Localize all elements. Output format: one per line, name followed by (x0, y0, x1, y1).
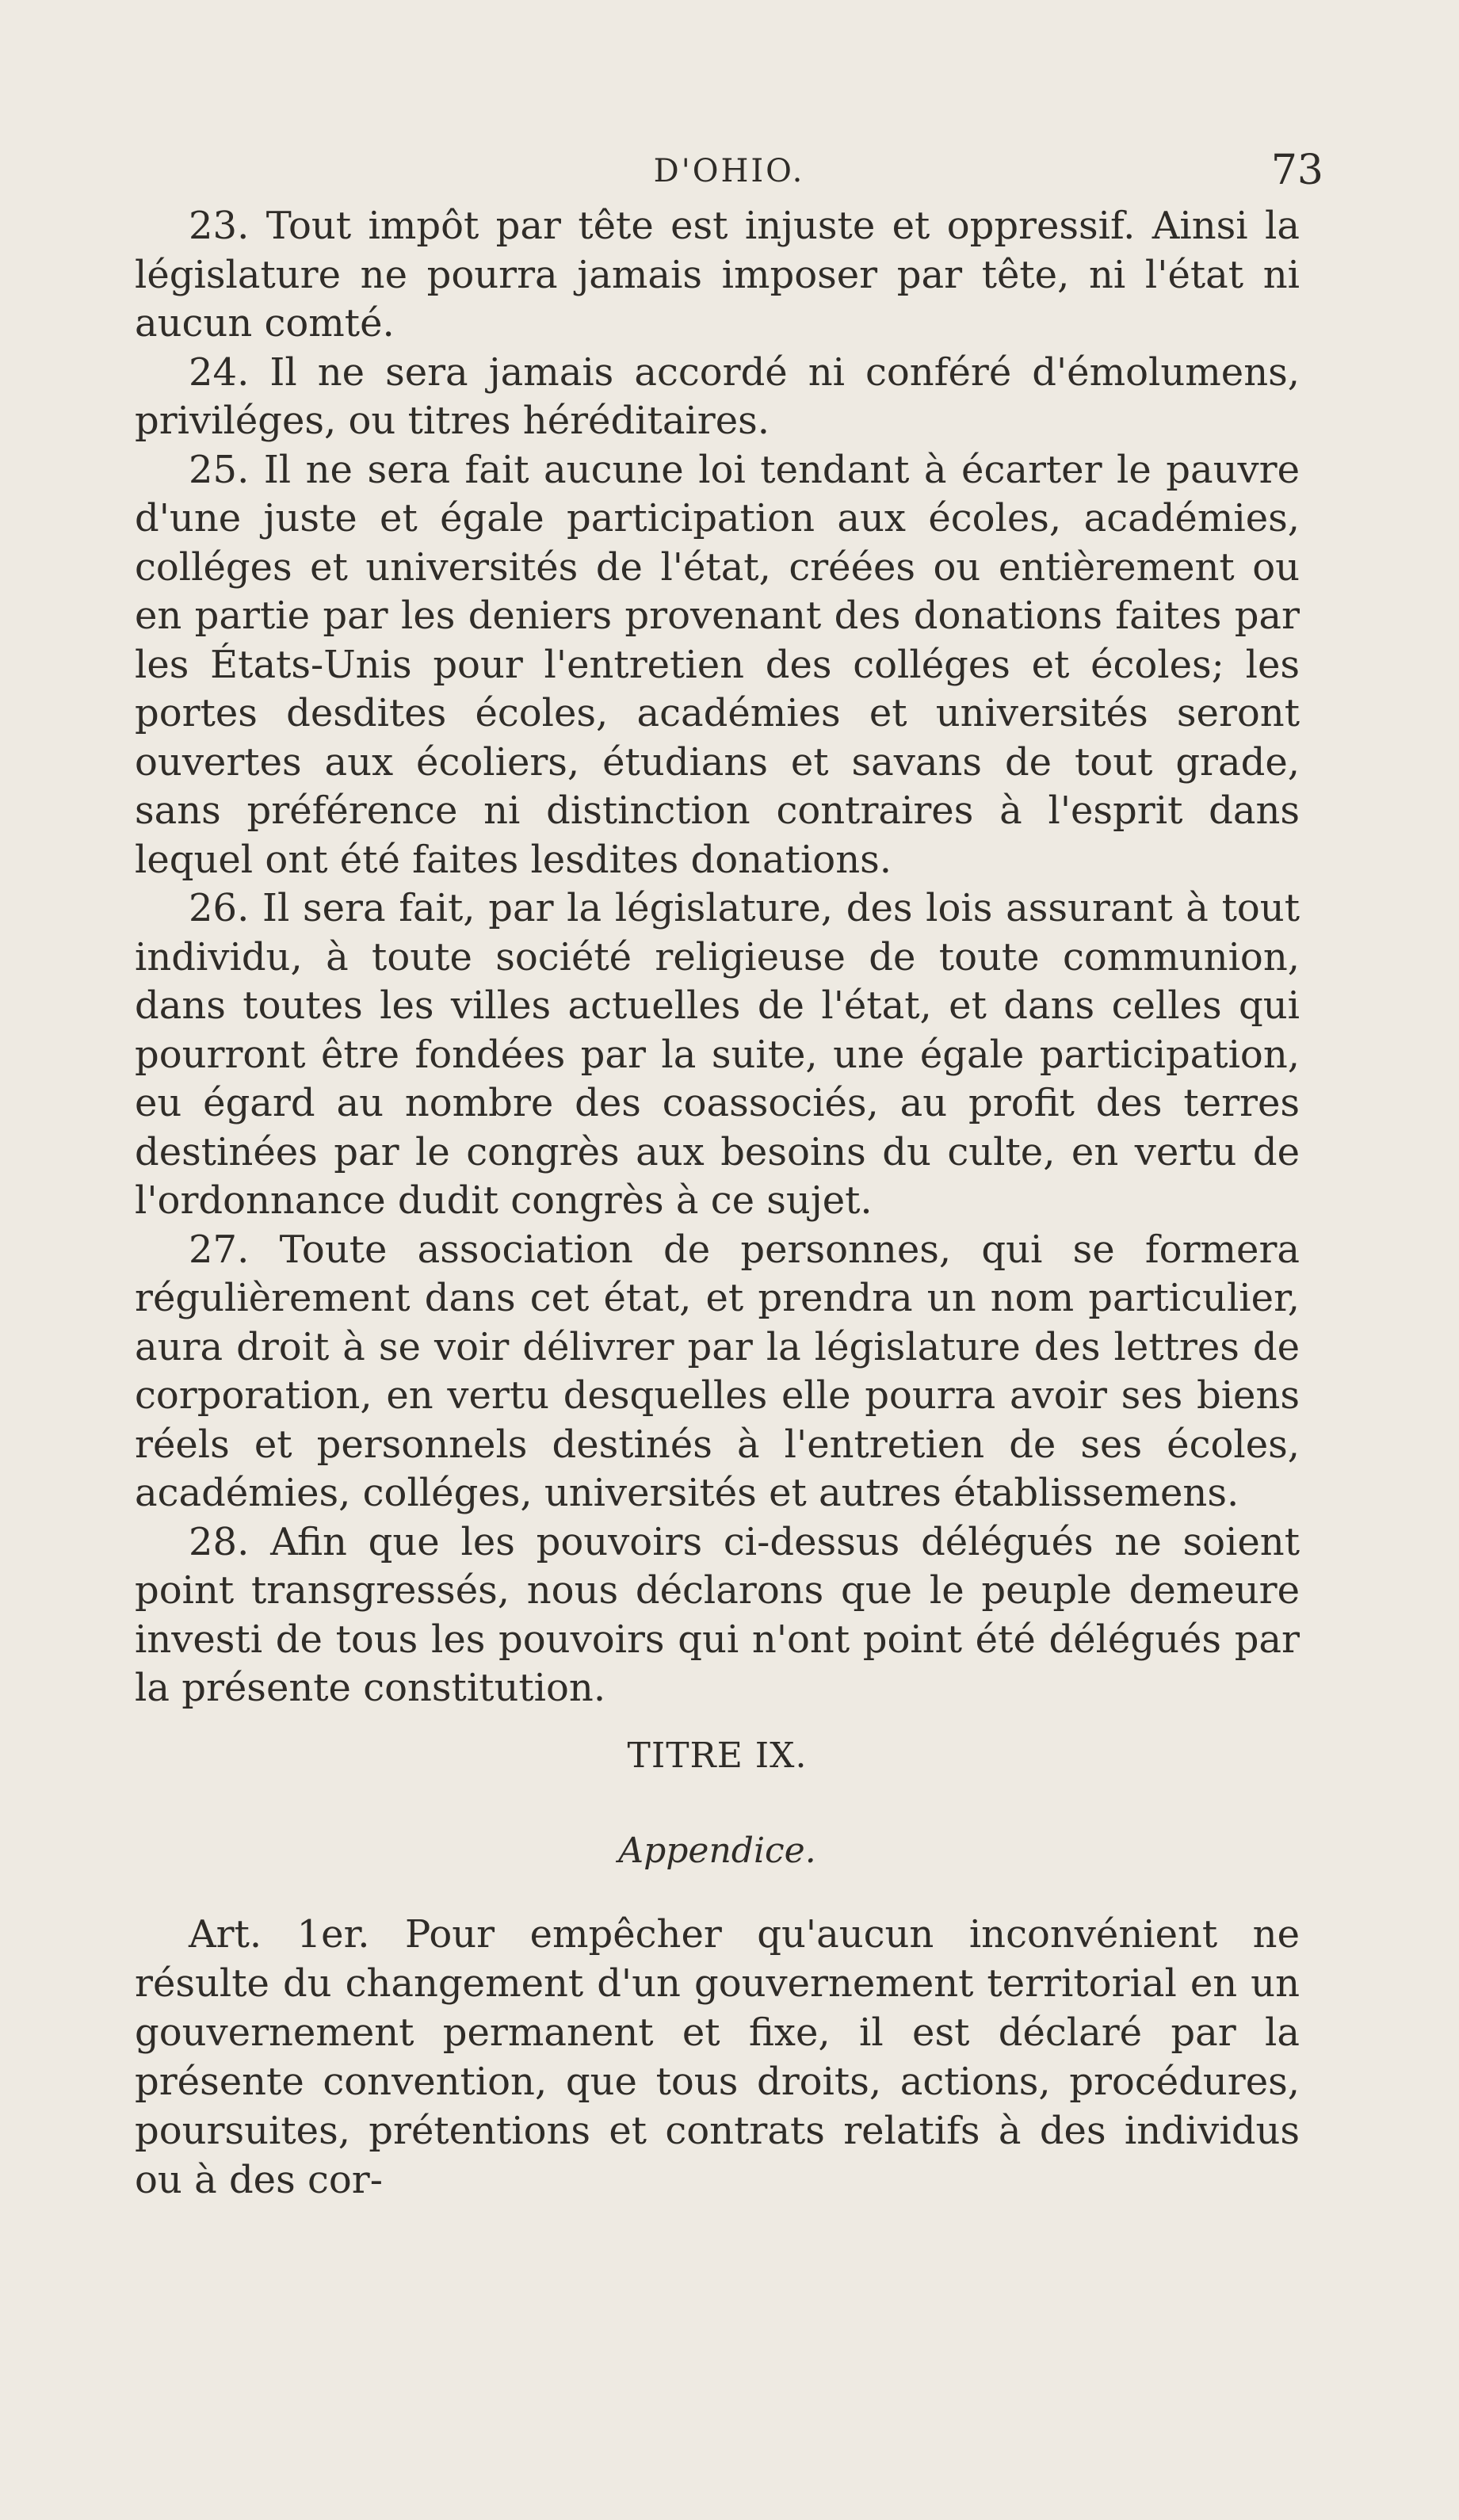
section-text: Afin que les pouvoirs ci-dessus délégués ne soient point transgressés, nous déclarons que le peuple demeure investi de tous les pouvoirs qui n'ont point été délégués par la présente constitution. (135, 1519, 1300, 1710)
section-text: Il ne sera fait aucune loi tendant à écarter le pauvre d'une juste et égale participation aux écoles, académies, colléges et universités de l'état, créées ou entièrement ou en partie par les deniers provenant des donations faites par les États-Unis pour l'entretien des colléges et écoles; les portes desdites écoles, académies et universités seront ouvertes aux écoliers, étudians et savans de tout grade, sans préférence ni distinction contraires à l'esprit dans lequel ont été faites lesdites donations. (135, 447, 1300, 882)
page-number: 73 (1270, 147, 1323, 194)
section-paragraph (135, 202, 1300, 349)
section-text: Toute association de personnes, qui se formera régulièrement dans cet état, et prendra un nom particulier, aura droit à se voir délivrer par la législature des lettres de corporation, en vertu desquelles elle pourra avoir ses biens réels et personnels destinés à l'entretien de ses écoles, académies, colléges, universités et autres établissemens. (135, 1227, 1300, 1515)
running-head: D'OHIO. (653, 153, 805, 189)
section-number: 23. (189, 204, 250, 248)
section-number: 24. (189, 349, 250, 395)
section-number: 28. (189, 1519, 250, 1564)
section-number: 27. (189, 1227, 250, 1272)
section-paragraph (135, 1226, 1300, 1518)
section-text: Il sera fait, par la législature, des lois assurant à tout individu, à toute société religieuse de toute communion, dans toutes les villes actuelles de l'état, et dans celles qui pourront être fondées par la suite, une égale participation, eu égard au nombre des coassociés, au profit des terres destinées par le congrès aux besoins du culte, en vertu de l'ordonnance dudit congrès à ce sujet. (135, 886, 1300, 1223)
section-paragraph (135, 1518, 1300, 1713)
body-text (135, 202, 1300, 1713)
article-text (135, 1910, 1300, 2205)
section-number: 25. (189, 447, 250, 492)
page-header (135, 147, 1323, 194)
article-body: Pour empêcher qu'aucun inconvénient ne résulte du changement d'un gouvernement territorial en un gouvernement permanent et fixe, il est déclaré par la présente convention, que tous droits, actions, procédures, poursuites, prétentions et contrats relatifs à des individus ou à des cor- (135, 1912, 1300, 2202)
chapter-subtitle: Appendice. (618, 1831, 816, 1871)
section-text: Tout impôt par tête est injuste et oppressif. Ainsi la législature ne pourra jamais imposer par tête, ni l'état ni aucun comté. (135, 204, 1300, 346)
section-paragraph (135, 349, 1300, 446)
section-number: 26. (189, 886, 250, 930)
section-paragraph (135, 446, 1300, 885)
chapter-title: TITRE IX. (627, 1735, 808, 1776)
article-number: Art. 1er. (189, 1912, 370, 1957)
section-text: Il ne sera jamais accordé ni conféré d'émolumens, priviléges, ou titres héréditaires. (135, 349, 1300, 443)
section-paragraph (135, 884, 1300, 1226)
article-paragraph (135, 1910, 1300, 2205)
